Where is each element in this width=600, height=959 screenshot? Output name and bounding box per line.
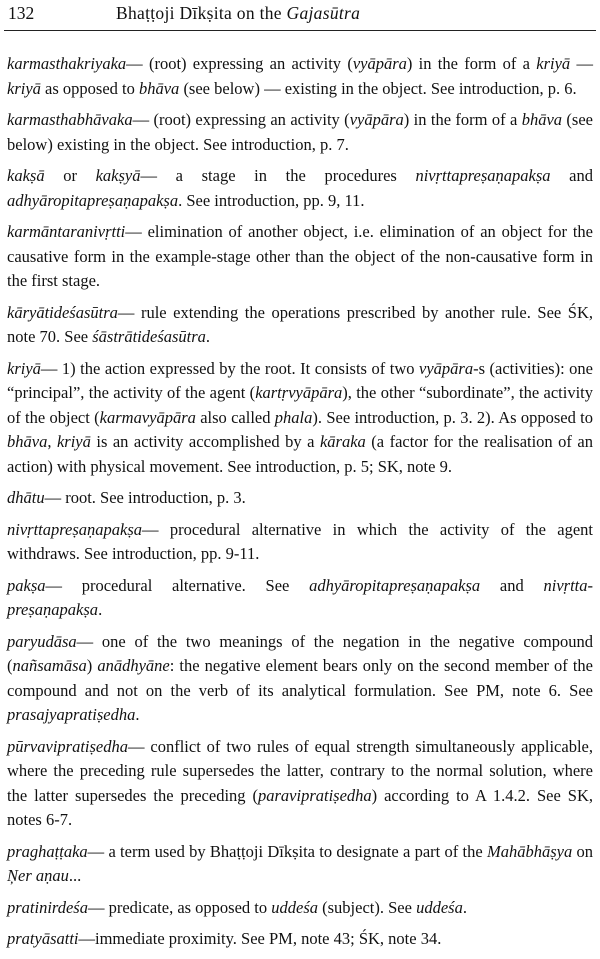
entry-text: — a term used by Bhaṭṭoji Dīkṣita to designate a part of the: [87, 841, 487, 861]
entry-term: pratinirdeśa: [7, 897, 88, 917]
entry-text: — one of the two meanings of the negation in the negative compound (: [7, 631, 593, 675]
entry-italic-text: nañsamāsa: [12, 656, 87, 675]
entry-italic-text: Ņer aṇau: [7, 866, 69, 885]
glossary-entry: [7, 735, 593, 833]
entry-text: also called: [195, 407, 275, 427]
entry-text: — procedural alternative. See: [45, 575, 310, 595]
entry-text: is an activity accomplished by a: [90, 432, 320, 451]
entry-italic-text: vyāpāra: [352, 54, 407, 73]
entry-italic-text: phala: [274, 407, 313, 427]
entry-italic-text: śāstrātideśasūtra: [92, 327, 206, 346]
glossary-entries: [7, 52, 593, 959]
entry-italic-text: adhyāropitapreṣaṇapakṣa: [309, 575, 481, 595]
entry-text: ,: [47, 432, 57, 451]
entry-text: ) in the form of a: [406, 54, 537, 73]
entry-text: ) according to A 1.4.2. See SK, notes 6-7.: [7, 785, 593, 829]
entry-text: — (root) expressing an activity (: [132, 110, 350, 129]
glossary-entry: [7, 301, 593, 350]
entry-text: .: [135, 705, 140, 724]
entry-term: pratyāsatti: [7, 929, 79, 948]
entry-text: ), the other “subordinate”, the activity of the object (: [7, 383, 594, 427]
entry-italic-text: bhāva: [521, 110, 563, 129]
entry-text: . See introduction, pp. 9, 11.: [178, 190, 365, 210]
entry-text: — a stage in the procedures: [140, 166, 416, 185]
entry-italic-text: kriyā: [56, 432, 91, 451]
entry-text: and: [550, 166, 593, 185]
entry-term: paryudāsa: [7, 631, 77, 651]
entry-italic-text: kakṣyā: [95, 166, 141, 185]
running-title-text: Bhaṭṭoji Dīkṣita on the: [116, 3, 287, 23]
entry-term: dhātu: [7, 488, 45, 507]
glossary-entry: [7, 486, 593, 511]
entry-text: ...: [68, 866, 82, 885]
entry-text: ): [86, 656, 98, 675]
entry-text: — procedural alternative in which the activity of the agent withdraws. See introduction, pp. 9-11.: [7, 519, 593, 563]
entry-text: or: [44, 166, 96, 185]
glossary-entry: [7, 630, 593, 728]
entry-italic-text: uddeśa: [271, 897, 319, 917]
glossary-entry: [7, 896, 593, 921]
entry-text: —immediate proximity. See PM, note 43; ŚK, note 34.: [78, 929, 442, 948]
entry-term: kriyā: [7, 358, 41, 378]
entry-term: karmasthakriyaka: [7, 54, 127, 73]
header-rule: [4, 30, 596, 31]
glossary-entry: [7, 927, 593, 952]
entry-italic-text: vyāpāra: [419, 358, 474, 378]
entry-italic-text: anādhyāne: [97, 656, 170, 675]
entry-italic-text: kāraka: [319, 432, 366, 451]
entry-italic-text: adhyāropitapreṣaṇapakṣa: [7, 190, 179, 210]
entry-term: kakṣā: [7, 166, 45, 185]
entry-term: karmāntaranivṛtti: [7, 222, 126, 241]
entry-term: pūrvavipratiṣedha: [7, 736, 128, 756]
running-header: [8, 3, 592, 29]
entry-italic-text: nivṛtta-preṣaṇapakṣa: [7, 575, 593, 619]
entry-text: and: [480, 575, 544, 595]
entry-term: kāryātideśasūtra: [7, 302, 118, 322]
entry-italic-text: bhāva: [138, 78, 180, 98]
glossary-entry: [7, 52, 593, 101]
entry-term: karmasthabhāvaka: [7, 110, 133, 129]
entry-text: — (root) expressing an activity (: [126, 54, 353, 73]
entry-text: -s (activities): one “principal”, the activity of the agent (: [7, 358, 593, 402]
entry-italic-text: paravipratiṣedha: [257, 785, 372, 805]
glossary-entry: [7, 357, 593, 480]
entry-text: .: [462, 897, 467, 917]
entry-text: .: [98, 600, 103, 619]
entry-text: (see below) — existing in the object. See introduction, p. 6.: [179, 78, 577, 98]
entry-italic-text: vyāpāra: [349, 110, 404, 129]
page-number: 132: [8, 3, 35, 23]
entry-italic-text: bhāva: [7, 432, 48, 451]
entry-text: on: [572, 841, 594, 861]
entry-italic-text: kartṛvyāpāra: [255, 383, 343, 402]
entry-text: —: [570, 54, 593, 73]
entry-term: praghaṭṭaka: [7, 841, 88, 861]
running-title: [116, 3, 360, 24]
entry-italic-text: prasajyapratiṣedha: [7, 705, 136, 724]
entry-text: .: [205, 327, 211, 346]
glossary-entry: [7, 220, 593, 294]
entry-text: — conflict of two rules of equal strength simultaneously applicable, where the preceding rule supersedes the latter, contrary to the normal solution, where the latter supersedes the preceding (: [7, 736, 593, 805]
entry-text: : the negative element bears only on the second member of the compound and not on the verb of its analytical formulation. See PM, note 6. See: [7, 656, 593, 700]
entry-term: pakṣa: [7, 575, 46, 595]
entry-text: — root. See introduction, p. 3.: [44, 488, 246, 507]
entry-text: ) in the form of a: [403, 110, 522, 129]
entry-italic-text: uddeśa: [416, 897, 463, 917]
glossary-entry: [7, 518, 593, 567]
entry-term: nivṛttapreṣaṇapakṣa: [7, 519, 143, 539]
entry-text: — elimination of another object, i.e. elimination of an object for the causative form in the example-stage other than the object of the non-causative form in the first stage.: [7, 222, 593, 290]
entry-italic-text: karmavyāpāra: [99, 407, 196, 427]
glossary-entry: [7, 840, 593, 889]
entry-text: (a factor for the realisation of an action) with physical movement. See introduction, p. 5; SK, note 9.: [7, 432, 593, 476]
glossary-entry: [7, 164, 593, 213]
glossary-entry: [7, 574, 593, 623]
entry-italic-text: nivṛttapreṣaṇapakṣa: [415, 166, 551, 185]
entry-italic-text: Mahābhāṣya: [486, 841, 573, 861]
running-title-italic: Gajasūtra: [286, 3, 361, 23]
glossary-entry: [7, 108, 593, 157]
entry-italic-text: kriyā: [536, 54, 571, 73]
entry-text: as opposed to: [40, 78, 139, 98]
entry-text: (subject). See: [318, 897, 417, 917]
entry-text: — rule extending the operations prescribed by another rule. See ŚK, note 70. See: [7, 302, 593, 346]
entry-text: — 1) the action expressed by the root. It consists of two: [40, 358, 420, 378]
entry-text: — predicate, as opposed to: [87, 897, 272, 917]
entry-text: (see below) existing in the object. See introduction, p. 7.: [7, 110, 593, 154]
entry-italic-text: kriyā: [7, 78, 41, 98]
entry-text: ). See introduction, p. 3. 2). As opposed to: [312, 407, 593, 427]
